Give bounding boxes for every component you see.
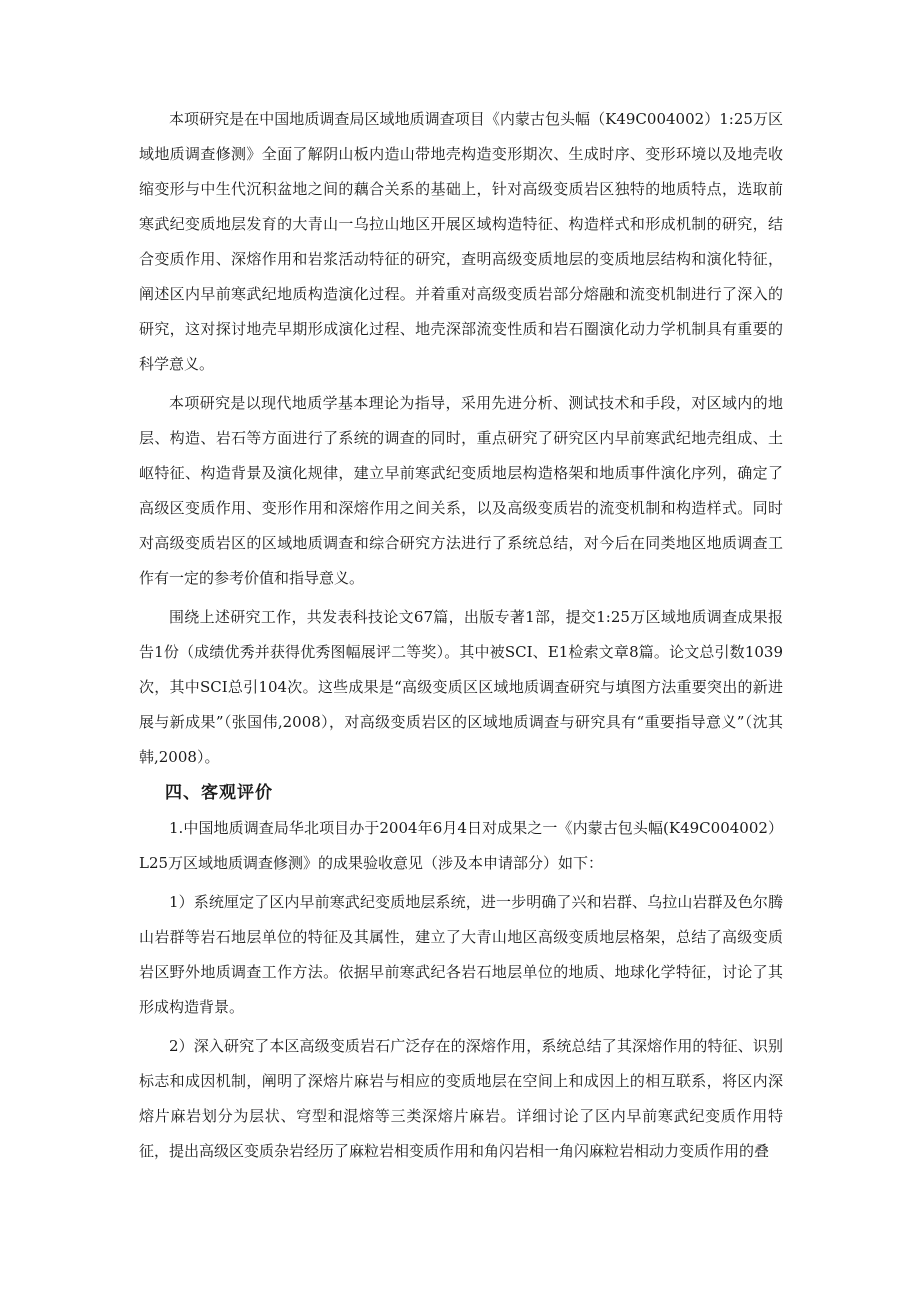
section-heading-objective-evaluation: 四、客观评价: [165, 783, 273, 803]
paragraph-evaluation-item-2: 2）深入研究了本区高级变质岩石广泛存在的深熔作用，系统总结了其深熔作用的特征、识别标志和成因机制，阐明了深熔片麻岩与相应的变质地层在空间上和成因上的相互联系，将区内深熔片麻岩划分为层状、穹型和混熔等三类深熔片麻岩。详细讨论了区内早前寒武纪变质作用特征，提出高级区变质杂岩经历了麻粒岩相变质作用和角闪岩相一角闪麻粒岩相动力变质作用的叠: [139, 1037, 783, 1160]
paragraph-research-background: 本项研究是在中国地质调查局区域地质调查项目《内蒙古包头幅（K49C004002）1:25万区域地质调查修测》全面了解阴山板内造山带地壳构造变形期次、生成时序、变形环境以及地壳收缩变形与中生代沉积盆地之间的藕合关系的基础上，针对高级变质岩区独特的地质特点，选取前寒武纪变质地层发育的大青山一乌拉山地区开展区域构造特征、构造样式和形成机制的研究，结合变质作用、深熔作用和岩浆活动特征的研究，查明高级变质地层的变质地层结构和演化特征，阐述区内早前寒武纪地质构造演化过程。并着重对高级变质岩部分熔融和流变机制进行了深入的研究，这对探讨地壳早期形成演化过程、地壳深部流变性质和岩石圈演化动力学机制具有重要的科学意义。: [139, 110, 783, 373]
paragraph-acceptance-opinion: 1.中国地质调查局华北项目办于2004年6月4日对成果之一《内蒙古包头幅(K49C004002）L25万区域地质调查修测》的成果验收意见（涉及本申请部分）如下：: [139, 819, 783, 872]
paragraph-evaluation-item-1: 1）系统厘定了区内早前寒武纪变质地层系统，进一步明确了兴和岩群、乌拉山岩群及色尔腾山岩群等岩石地层单位的特征及其属性，建立了大青山地区高级变质地层格架，总结了高级变质岩区野外地质调查工作方法。依据早前寒武纪各岩石地层单位的地质、地球化学特征，讨论了其形成构造背景。: [139, 893, 783, 1016]
paragraph-research-methods: 本项研究是以现代地质学基本理论为指导，采用先进分析、测试技术和手段，对区域内的地层、构造、岩石等方面进行了系统的调查的同时，重点研究了研究区内早前寒武纪地壳组成、土岖特征、构造背景及演化规律，建立早前寒武纪变质地层构造格架和地质事件演化序列，确定了高级区变质作用、变形作用和深熔作用之间关系，以及高级变质岩的流变机制和构造样式。同时对高级变质岩区的区域地质调查和综合研究方法进行了系统总结，对今后在同类地区地质调查工作有一定的参考价值和指导意义。: [139, 394, 783, 587]
document-page: [139, 102, 783, 1169]
paragraph-publications: 围绕上述研究工作，共发表科技论文67篇，出版专著1部，提交1:25万区域地质调查成果报告1份（成绩优秀并获得优秀图幅展评二等奖）。其中被SCI、E1检索文章8篇。论文总引数1039次，其中SCI总引104次。这些成果是“高级变质区区域地质调查研究与填图方法重要突出的新进展与新成果”（张国伟,2008），对高级变质岩区的区域地质调查与研究具有“重要指导意义”（沈其韩,2008）。: [139, 608, 783, 766]
